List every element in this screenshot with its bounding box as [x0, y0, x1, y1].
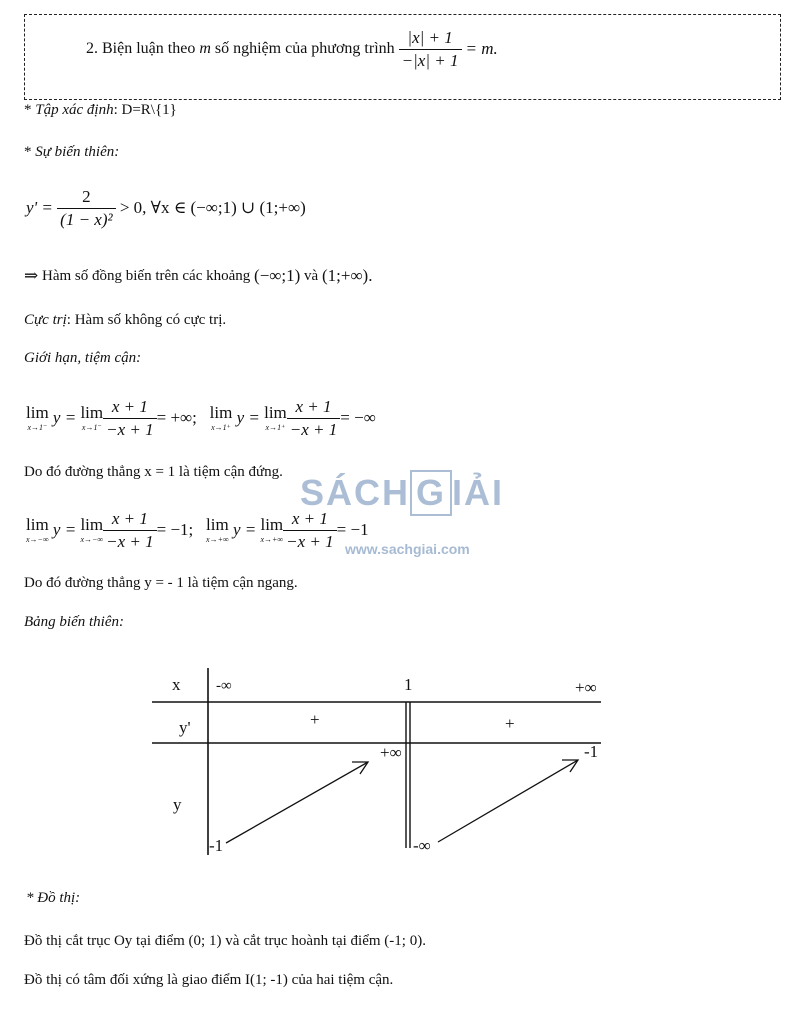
limits-vertical-line [26, 392, 376, 444]
lim2b-sub: x→1⁺ [265, 423, 286, 432]
increase-arrowhead-left [352, 762, 368, 774]
monotone-line [24, 262, 372, 290]
lim4-result: = −1 [336, 520, 369, 539]
horizontal-asymptote-text: Do đó đường thẳng y = - 1 là tiệm cận ngang. [24, 575, 298, 591]
derivative-num: 2 [82, 186, 91, 206]
lim3-sub: x→−∞ [26, 535, 49, 544]
lim1-fraction [103, 397, 157, 440]
lim4-y: y = [232, 520, 257, 539]
watermark-brand-g: G [410, 470, 452, 516]
variation-prefix: * [24, 144, 36, 160]
problem-frac-num: |x| + 1 [407, 27, 453, 47]
lim3b-block [80, 516, 103, 544]
lim4-sub: x→+∞ [206, 535, 229, 544]
lim4-num: x + 1 [291, 508, 328, 528]
variation-heading [24, 144, 119, 161]
lim3-den: −x + 1 [103, 530, 157, 552]
lim2-block [210, 404, 233, 432]
lim4-den: −x + 1 [283, 530, 337, 552]
extrema-label: Cực trị [24, 312, 67, 328]
table-row-x-label: x [172, 675, 181, 694]
lim2-result: = −∞ [340, 408, 376, 427]
domain-value: : D=R\{1} [113, 102, 177, 118]
lim1-word: lim [26, 403, 49, 422]
lim2-den: −x + 1 [287, 418, 341, 440]
lim1-sub: x→1⁻ [27, 423, 48, 432]
derivative-lhs: y' = [26, 198, 53, 217]
table-y-right-bottom: -∞ [413, 836, 431, 855]
watermark-brand-right: IẢI [452, 472, 505, 513]
derivative-rest: > 0, ∀x ∈ (−∞;1) ∪ (1;+∞) [119, 198, 306, 217]
lim3b-sub: x→−∞ [80, 535, 104, 544]
lim3-block [26, 516, 49, 544]
derivative-fraction [57, 187, 115, 230]
lim2-fraction [287, 397, 341, 440]
variation-label: Sự biến thiên: [35, 144, 120, 160]
table-x-left: -∞ [216, 678, 232, 694]
monotone-interval-1: (−∞;1) [254, 266, 301, 285]
lim1b-sub: x→1⁻ [81, 423, 102, 432]
limits-heading: Giới hạn, tiệm cận: [24, 350, 142, 366]
lim3b-word: lim [80, 515, 104, 534]
lim2-y: y = [236, 408, 260, 427]
lim2-num: x + 1 [295, 396, 332, 416]
watermark-url: www.sachgiai.com [345, 541, 470, 557]
lim4b-word: lim [260, 515, 284, 534]
increase-arrow-right [438, 760, 578, 842]
table-y-left-top: +∞ [380, 743, 402, 762]
watermark-brand-left: SÁCH [300, 472, 411, 513]
lim4b-sub: x→+∞ [260, 535, 284, 544]
lim3-word: lim [26, 515, 49, 534]
domain-prefix: * [24, 102, 36, 118]
graph-line-2: Đồ thị có tâm đối xứng là giao điểm I(1; -1) của hai tiệm cận. [24, 972, 394, 988]
lim3-num: x + 1 [111, 508, 148, 528]
lim1-result: = +∞; [156, 408, 197, 427]
lim1b-word: lim [80, 403, 104, 422]
problem-fraction [399, 28, 462, 71]
lim4-word: lim [206, 515, 229, 534]
table-sign-right: + [505, 714, 515, 733]
table-heading: Bảng biến thiên: [24, 614, 124, 630]
table-x-mid: 1 [404, 675, 413, 694]
lim4b-block [260, 516, 283, 544]
lim3-result: = −1; [156, 520, 194, 539]
lim2b-word: lim [264, 403, 287, 422]
lim4-block [206, 516, 229, 544]
problem-statement [86, 24, 498, 74]
problem-frac-den: −|x| + 1 [399, 49, 462, 71]
table-sign-left: + [310, 710, 320, 729]
lim1b-block [80, 404, 103, 432]
problem-text-2: số nghiệm của phương trình [214, 40, 395, 57]
table-y-left-bottom: -1 [209, 836, 224, 855]
lim1-y: y = [52, 408, 77, 427]
derivative-line [26, 180, 306, 236]
increase-arrow-left [226, 762, 368, 843]
domain-line [24, 102, 177, 119]
problem-number: 2. [86, 40, 98, 57]
problem-equals: = m. [465, 39, 498, 58]
watermark-logo [300, 470, 504, 516]
lim1-num: x + 1 [111, 396, 148, 416]
table-y-right-top: -1 [584, 742, 599, 761]
monotone-interval-2: (1;+∞). [321, 266, 373, 285]
monotone-and: và [304, 267, 319, 284]
lim3-y: y = [52, 520, 77, 539]
extrema-line [24, 312, 226, 329]
table-row-yp-label: y' [179, 718, 191, 737]
graph-heading: * Đồ thị: [26, 890, 81, 906]
implies-icon: ⇒ [24, 266, 39, 285]
increase-arrowhead-right [562, 760, 578, 772]
table-row-y-label: y [173, 795, 182, 814]
lim3-fraction [103, 509, 157, 552]
graph-line-1: Đồ thị cắt trục Oy tại điểm (0; 1) và cắt trục hoành tại điểm (-1; 0). [24, 933, 426, 949]
monotone-text: Hàm số đồng biến trên các khoảng [42, 267, 251, 284]
lim2-word: lim [209, 403, 233, 422]
lim1-block [26, 404, 49, 432]
problem-var-m: m [199, 40, 211, 57]
derivative-den: (1 − x)² [57, 208, 115, 230]
domain-label: Tập xác định [35, 102, 114, 118]
lim2-sub: x→1⁺ [211, 423, 231, 432]
extrema-text: : Hàm số không có cực trị. [66, 312, 227, 328]
lim1-den: −x + 1 [103, 418, 157, 440]
lim2b-block [264, 404, 287, 432]
problem-text: Biện luận theo [102, 40, 196, 57]
table-x-right: +∞ [575, 678, 597, 697]
vertical-asymptote-text: Do đó đường thẳng x = 1 là tiệm cận đứng. [24, 464, 283, 480]
